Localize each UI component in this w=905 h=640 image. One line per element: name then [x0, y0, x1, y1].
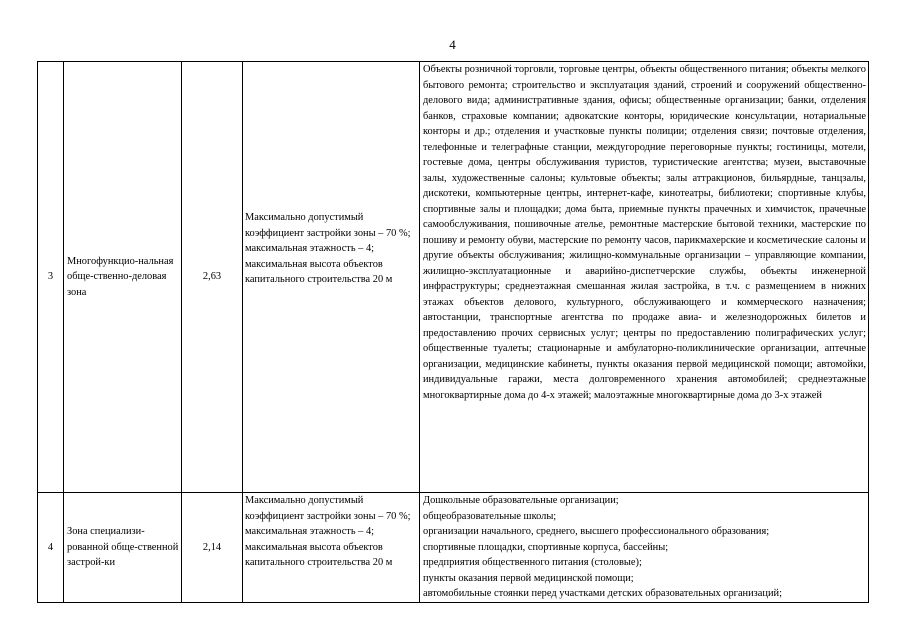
zone-name: Многофункцио-нальная обще-ственно-деловая зона: [64, 62, 182, 493]
list-item: Дошкольные образовательные организации;: [423, 495, 619, 506]
zone-permitted-uses: [420, 493, 869, 603]
list-item: общеобразовательные школы;: [423, 510, 557, 522]
table-row: [38, 62, 869, 493]
list-item: автомобильные стоянки перед участками детских образовательных организаций;: [423, 588, 782, 599]
list-item: спортивные площадки, спортивные корпуса, бассейны;: [423, 541, 669, 553]
zone-number: 4: [38, 493, 64, 603]
zones-table: [37, 61, 869, 603]
list-item: пункты оказания первой медицинской помощи;: [423, 572, 634, 584]
zone-area: 2,63: [182, 62, 243, 493]
zone-area: 2,14: [182, 493, 243, 603]
zone-number: 3: [38, 62, 64, 493]
list-item: организации начального, среднего, высшего профессионального образования;: [423, 526, 770, 537]
zone-name: Зона специализи-рованной обще-ственной застрой-ки: [64, 493, 182, 603]
zone-params-cell: [243, 62, 420, 493]
list-item: предприятия общественного питания (столовые);: [423, 557, 642, 568]
zone-permitted-uses: Объекты розничной торговли, торговые центры, объекты общественного питания; объекты мелкого бытового ремонта; строительство и эксплуатация зданий, строений и сооружений общественно-делового вида; административные здания, офисы; общественные организации; банки, отделения банков, страховые компании; адвокатские конторы, юридические консультации, нотариальные конторы и др.; отделения и участковые пункты полиции; отделения связи; почтовые отделения, телефонные и телеграфные станции, междугородние переговорные пункты; гостиницы, мотели, гостевые дома, центры обслуживания туристов, туристические агентства; музеи, выставочные залы, художественные салоны; культовые объекты; залы аттракционов, бильярдные, танцзалы, дискотеки, компьютерные центры, интернет-кафе, кинотеатры, библиотеки; спортивные клубы, спортивные залы и площадки; дома быта, приемные пункты прачечных и химчисток, прачечные самообслуживания, пошивочные ателье, ремонтные мастерские бытовой техники, мастерские по пошиву и ремонту обуви, мастерские по ремонту часов, парикмахерские и косметические салоны и другие объекты обслуживания; жилищно-коммунальные организации – управляющие компании, жилищно-эксплуатационные и аварийно-диспетчерские службы, объекты инженерной инфраструктуры; среднеэтажная смешанная жилая застройка, в т.ч. с размещением в нижних этажах объектов делового, культурного, обслуживающего и коммерческого назначения; автостанции, транспортные агентства по продаже авиа- и железнодорожных билетов и предоставлению прочих сервисных услуг; центры по предоставлению полиграфических услуг; общественные туалеты; стационарные и амбулаторно-поликлинические организации, аптечные организации, медицинские кабинеты, пункты оказания первой медицинской помощи; автомойки, индивидуальные гаражи, места долговременного хранения автомобилей; среднеэтажные многоквартирные дома до 4-х этажей; малоэтажные многоквартирные дома до 3-х этажей: [420, 62, 869, 493]
zone-params: Максимально допустимый коэффициент застройки зоны – 70 %; максимальная этажность – 4; максимальная высота объектов капитального строительства 20 м: [245, 495, 411, 568]
page-number: 4: [449, 37, 456, 52]
table-row: [38, 493, 869, 603]
zone-params-cell: [243, 493, 420, 603]
zone-params: Максимально допустимый коэффициент застройки зоны – 70 %; максимальная этажность – 4; максимальная высота объектов капитального строительства 20 м: [245, 212, 411, 285]
